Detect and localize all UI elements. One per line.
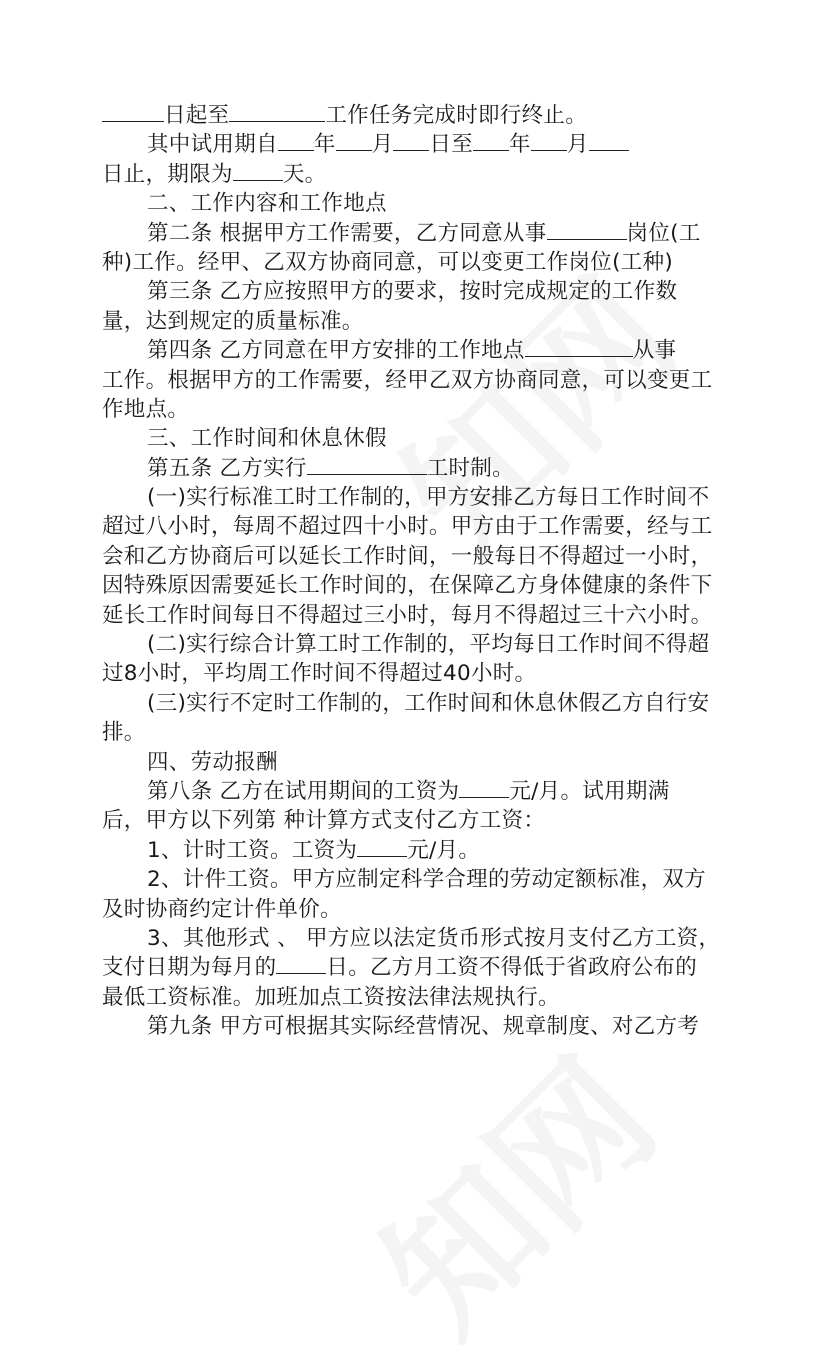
line-text: 第二条 根据甲方工作需要，乙方同意从事 bbox=[147, 220, 547, 246]
document-line bbox=[102, 454, 717, 483]
line-text: (三)实行不定时工作制的，工作时间和休息休假乙方自行安 bbox=[147, 690, 710, 716]
document-line bbox=[102, 160, 717, 189]
document-line bbox=[102, 748, 717, 777]
watermark-bottom bbox=[328, 1006, 693, 1370]
line-text: 日起至 bbox=[164, 103, 230, 128]
line-text: 二、工作内容和工作地点 bbox=[147, 191, 387, 217]
fill-in-blank[interactable] bbox=[276, 953, 326, 974]
line-text: 会和乙方协商后可以延长工作时间，一般每日不得超过一小时， bbox=[102, 543, 713, 569]
document-line bbox=[102, 101, 717, 130]
document-line bbox=[102, 806, 717, 835]
document-line bbox=[102, 1012, 717, 1041]
line-text: 工作。根据甲方的工作需要，经甲乙双方协商同意，可以变更工 bbox=[102, 367, 713, 393]
line-text: 月 bbox=[566, 132, 589, 158]
fill-in-blank[interactable] bbox=[459, 777, 509, 798]
document-line bbox=[102, 277, 717, 306]
document-line bbox=[102, 366, 717, 395]
document-line bbox=[102, 630, 717, 659]
line-text: 日。乙方月工资不得低于省政府公布的 bbox=[326, 955, 698, 981]
document-line bbox=[102, 336, 717, 365]
line-text: 月 bbox=[371, 132, 394, 158]
fill-in-blank[interactable] bbox=[531, 130, 567, 151]
line-text: 3、其他形式 、 甲方应以法定货币形式按月支付乙方工资， bbox=[147, 925, 721, 951]
line-text: 作地点。 bbox=[102, 396, 190, 422]
document-line bbox=[102, 571, 717, 600]
line-text: 支付日期为每月的 bbox=[102, 955, 277, 981]
document-line bbox=[102, 307, 717, 336]
fill-in-blank[interactable] bbox=[307, 454, 427, 475]
fill-in-blank[interactable] bbox=[336, 130, 372, 151]
document-line bbox=[102, 248, 717, 277]
line-text: 因特殊原因需要延长工作时间的，在保障乙方身体健康的条件下 bbox=[102, 573, 713, 599]
line-text: 超过八小时，每周不超过四十小时。甲方由于工作需要，经与工 bbox=[102, 514, 713, 540]
line-text: 四、劳动报酬 bbox=[147, 749, 278, 775]
line-text: 日止，期限为 bbox=[102, 161, 233, 187]
line-text: 2、计件工资。甲方应制定科学合理的劳动定额标准，双方 bbox=[147, 867, 706, 893]
document-line bbox=[102, 542, 717, 571]
line-text: (一)实行标准工时工作制的，甲方安排乙方每日工作时间不 bbox=[147, 485, 710, 511]
fill-in-blank[interactable] bbox=[278, 130, 314, 151]
line-text: 从事 bbox=[632, 338, 677, 364]
line-text: 天。 bbox=[282, 161, 327, 187]
document-line bbox=[102, 424, 717, 453]
line-text: 第八条 乙方在试用期间的工资为 bbox=[147, 778, 460, 804]
document-line bbox=[102, 865, 717, 894]
fill-in-blank[interactable] bbox=[473, 130, 509, 151]
document-line bbox=[102, 130, 717, 159]
line-text: 岗位(工 bbox=[626, 220, 701, 246]
line-text: 其中试用期自 bbox=[147, 132, 278, 158]
fill-in-blank[interactable] bbox=[547, 219, 627, 240]
document-line bbox=[102, 953, 717, 982]
document-line bbox=[102, 895, 717, 924]
fill-in-blank[interactable] bbox=[357, 836, 407, 857]
line-text: 三、工作时间和休息休假 bbox=[147, 426, 387, 452]
line-text: 工作任务完成时即行终止。 bbox=[325, 103, 588, 128]
document-line bbox=[102, 512, 717, 541]
document-line bbox=[102, 983, 717, 1012]
line-text: 第三条 乙方应按照甲方的要求，按时完成规定的工作数 bbox=[147, 279, 678, 305]
line-text: 第四条 乙方同意在甲方安排的工作地点 bbox=[147, 338, 525, 364]
line-text: 种)工作。经甲、乙双方协商同意，可以变更工作岗位(工种) bbox=[102, 249, 674, 275]
line-text: 排。 bbox=[102, 720, 146, 746]
fill-in-blank[interactable] bbox=[102, 101, 164, 122]
line-text: 后，甲方以下列第 种计算方式支付乙方工资： bbox=[102, 808, 546, 834]
line-text: 最低工资标准。加班加点工资按法律法规执行。 bbox=[102, 984, 560, 1010]
line-text: (二)实行综合计算工时工作制的，平均每日工作时间不得超 bbox=[147, 632, 710, 658]
line-text: 元/月。试用期满 bbox=[509, 778, 670, 804]
line-text: 年 bbox=[313, 132, 336, 158]
line-text: 1、计时工资。工资为 bbox=[147, 837, 358, 863]
line-text: 第九条 甲方可根据其实际经营情况、规章制度、对乙方考 bbox=[147, 1014, 700, 1040]
document-line bbox=[102, 718, 717, 747]
document-line bbox=[102, 483, 717, 512]
line-text: 日至 bbox=[429, 132, 474, 158]
fill-in-blank[interactable] bbox=[233, 160, 283, 181]
line-text: 年 bbox=[509, 132, 531, 158]
document-line bbox=[102, 689, 717, 718]
line-text: 延长工作时间每日不得超过三小时，每月不得超过三十六小时。 bbox=[102, 602, 713, 628]
document-line bbox=[102, 395, 717, 424]
document-line bbox=[102, 777, 717, 806]
document-body bbox=[102, 101, 721, 1042]
line-text: 及时协商约定计件单价。 bbox=[102, 896, 342, 922]
fill-in-blank[interactable] bbox=[525, 336, 633, 357]
line-text: 第五条 乙方实行 bbox=[147, 455, 307, 481]
document-line bbox=[102, 189, 717, 218]
document-line bbox=[102, 219, 717, 248]
line-text: 过8小时，平均周工作时间不得超过40小时。 bbox=[102, 661, 537, 687]
document-line bbox=[102, 601, 717, 630]
line-text: 工时制。 bbox=[426, 455, 514, 481]
fill-in-blank[interactable] bbox=[589, 130, 629, 151]
line-text: 量，达到规定的质量标准。 bbox=[102, 308, 364, 334]
document-line bbox=[102, 836, 717, 865]
line-text: 元/月。 bbox=[407, 837, 481, 863]
fill-in-blank[interactable] bbox=[393, 130, 429, 151]
document-line bbox=[102, 924, 721, 953]
document-line bbox=[102, 659, 717, 688]
fill-in-blank[interactable] bbox=[229, 101, 325, 122]
